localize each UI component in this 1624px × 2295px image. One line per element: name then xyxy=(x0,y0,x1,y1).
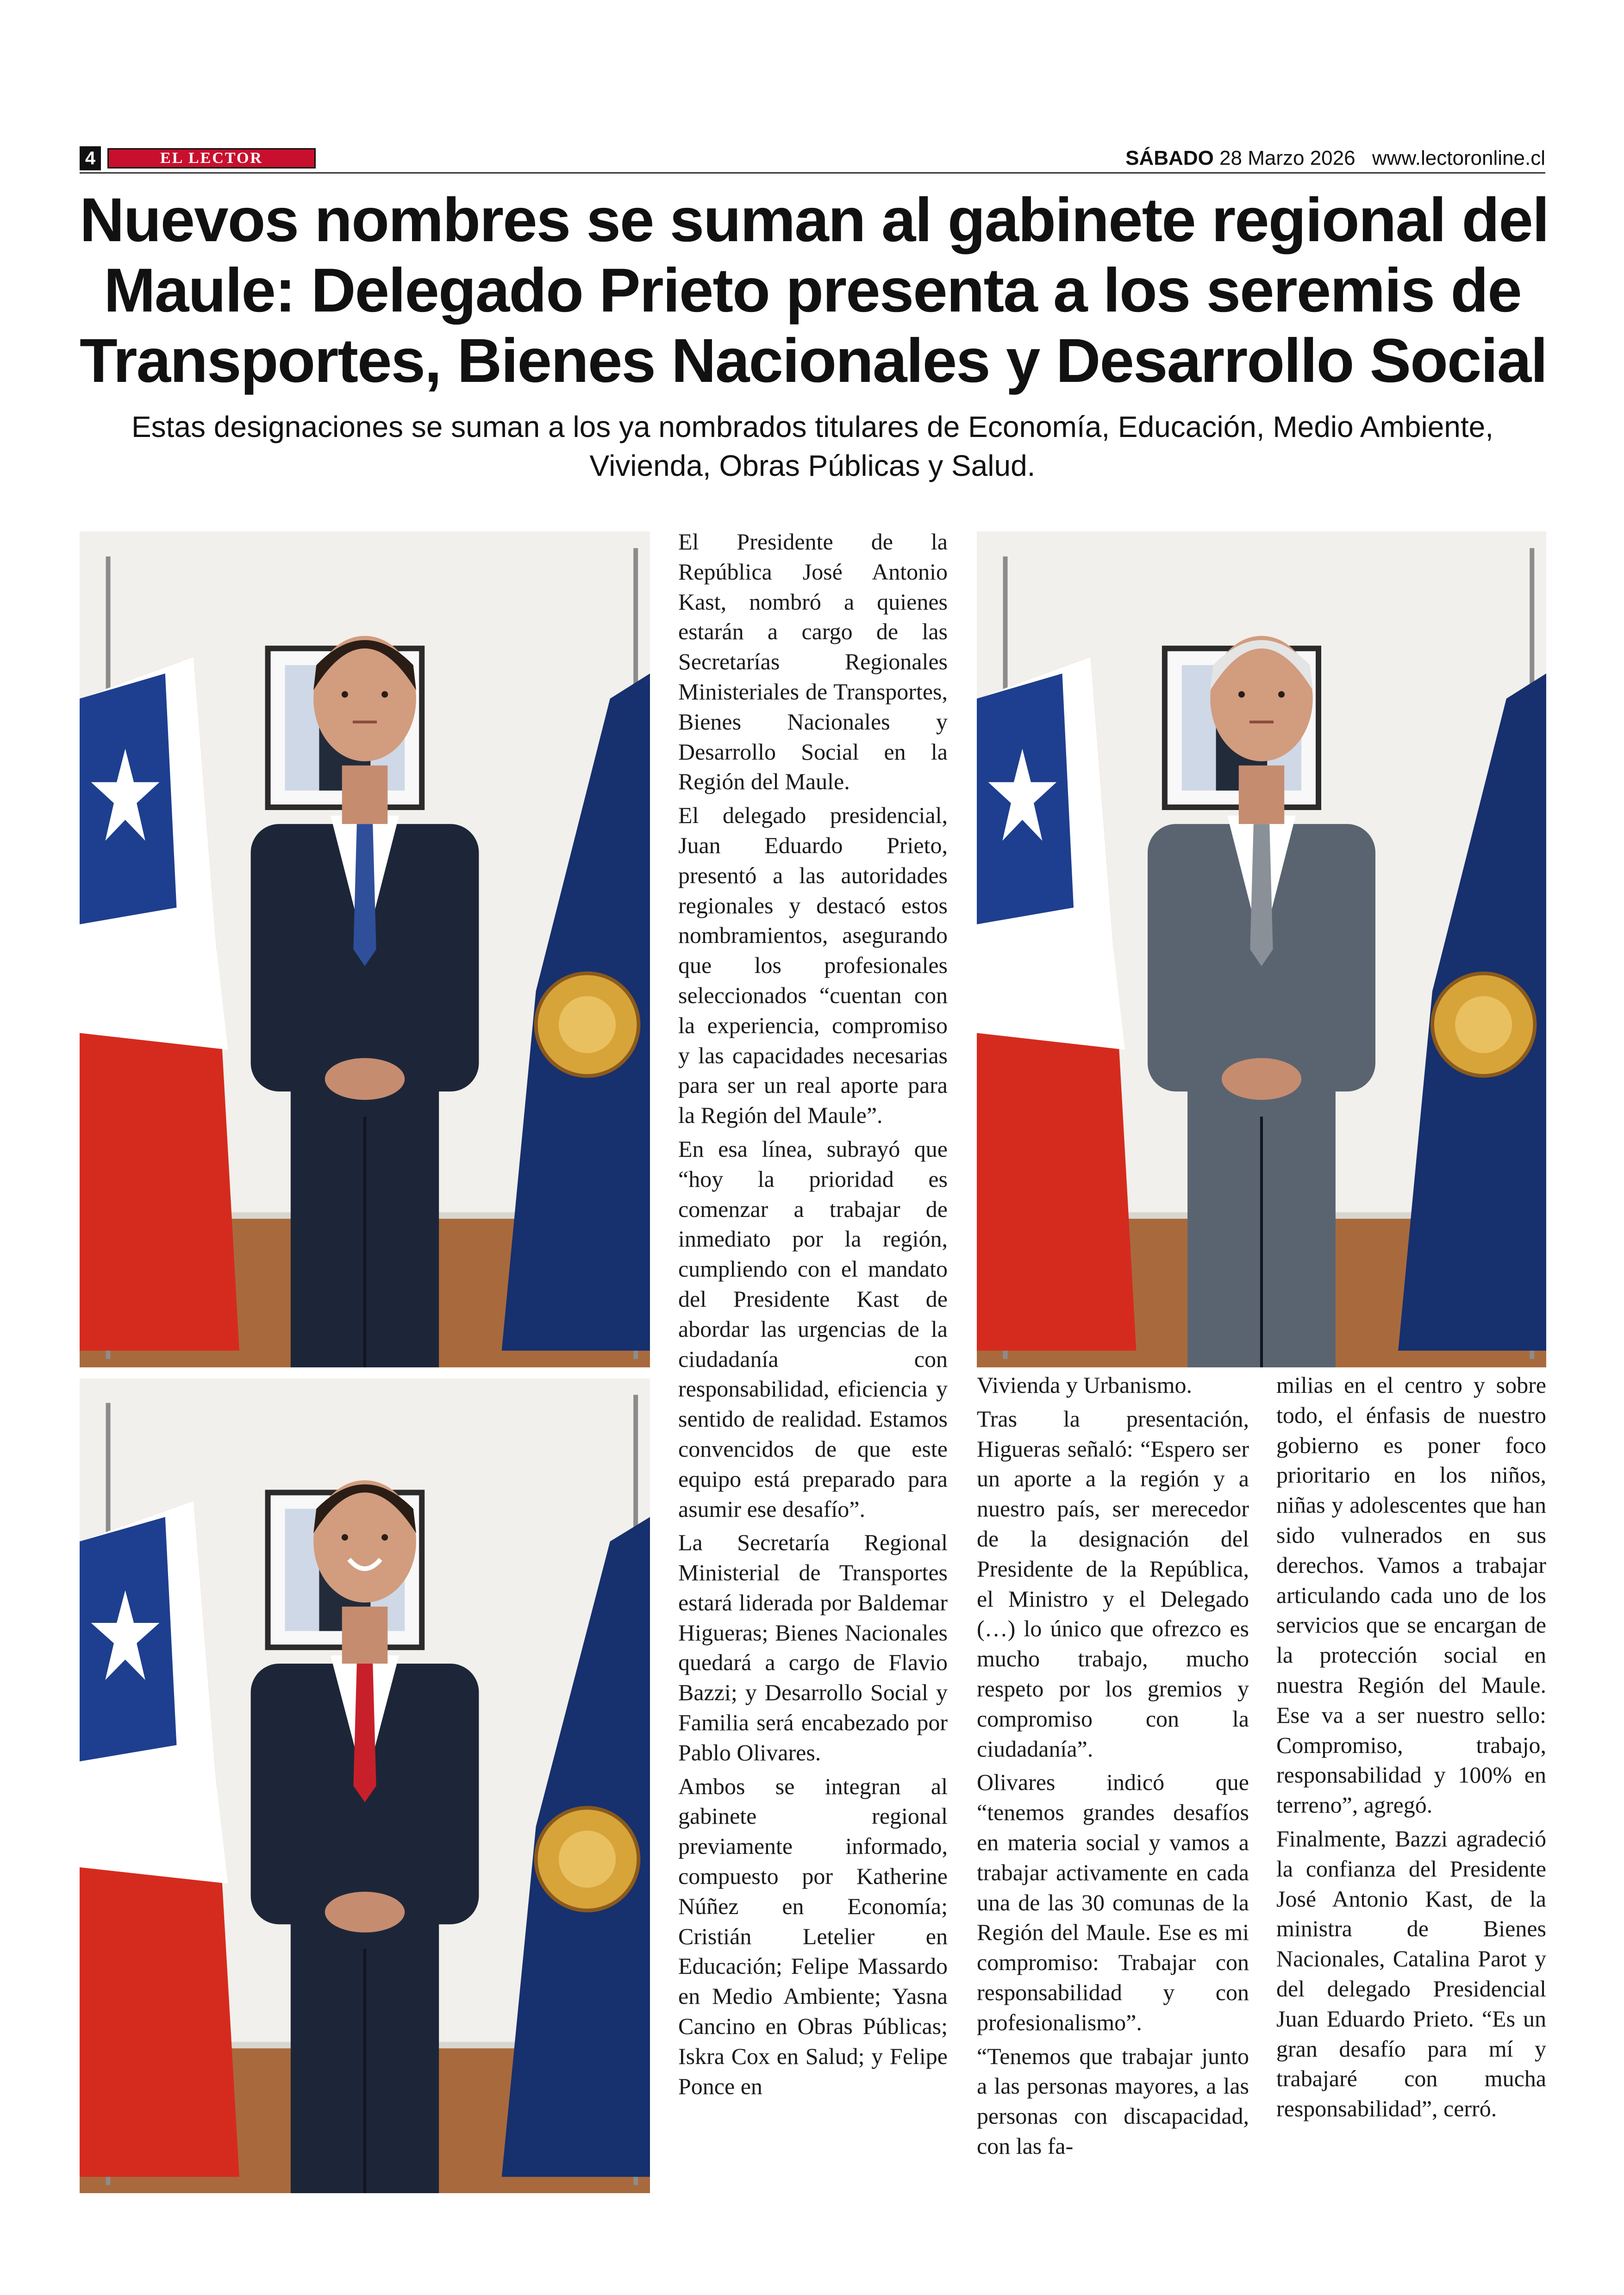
article-column-3 xyxy=(1276,1370,1546,2127)
article-paragraph: Finalmente, Bazzi agradeció la confianza del Presidente José Antonio Kast, de la ministra de Bienes Nacionales, Catalina Parot y del delegado Presidencial Juan Eduardo Prieto. “Es un gran desafío para mí y trabajaré con mucha responsabilidad”, cerró. xyxy=(1276,1825,1546,2122)
article-paragraph: La Secretaría Regional Ministerial de Transportes estará liderada por Baldemar Higueras; Bienes Nacionales quedará a cargo de Flavio Bazzi; y Desarrollo Social y Familia será encabezado por Pablo Olivares. xyxy=(678,1529,948,1765)
newspaper-logo: EL LECTOR xyxy=(107,148,316,168)
photo-seremi-grey-suit xyxy=(977,531,1546,1367)
article-paragraph: Ambos se integran al gabinete regional previamente informado, compuesto por Katherine Núñez en Economía; Cristián Letelier en Educación; Felipe Massardo en Medio Ambiente; Yasna Cancino en Obras Públicas; Iskra Cox en Salud; y Felipe Ponce en xyxy=(678,1773,948,2099)
article-subheadline: Estas designaciones se suman a los ya nombrados titulares de Economía, Educación, Medio Ambiente, Vivienda, Obras Públicas y Salud. xyxy=(131,410,1494,482)
article-column-2 xyxy=(977,1370,1249,2165)
header-rule xyxy=(80,172,1545,174)
dateline xyxy=(1125,145,1545,171)
headline-line: Transportes, Bienes Nacionales y Desarrollo Social xyxy=(80,326,1547,395)
photo-seremi-red-tie xyxy=(80,1378,650,2193)
headline-line: Nuevos nombres se suman al gabinete regional del xyxy=(80,186,1549,255)
article-paragraph: Olivares indicó que “tenemos grandes desafíos en materia social y vamos a trabajar activamente en cada una de las 30 comunas de la Región del Maule. Ese es mi compromiso: Trabajar con responsabilidad y con profesionalismo”. xyxy=(977,1769,1249,2035)
page-number: 4 xyxy=(80,146,101,170)
article-paragraph: El delegado presidencial, Juan Eduardo Prieto, presentó a las autoridades regionales y destacó estos nombramientos, asegurando que los profesionales seleccionados “cuentan con la experiencia, compromiso y las capacidades necesarias para ser un real aporte para la Región del Maule”. xyxy=(678,802,948,1129)
article-headline xyxy=(80,185,1549,396)
article-paragraph: En esa línea, subrayó que “hoy la prioridad es comenzar a trabajar de inmediato por la región, cumpliendo con el mandato del Presidente Kast de abordar las urgencias de la ciudadanía con responsabilidad, eficiencia y sentido de realidad. Estamos convencidos de que este equipo está preparado para asumir ese desafío”. xyxy=(678,1135,948,1522)
article-paragraph: Vivienda y Urbanismo. xyxy=(977,1372,1192,1398)
page-header xyxy=(80,144,1545,172)
dateline-date: 28 Marzo 2026 xyxy=(1219,147,1355,169)
headline-line: Maule: Delegado Prieto presenta a los seremis de xyxy=(104,256,1521,325)
article-paragraph: “Tenemos que trabajar junto a las personas mayores, a las personas con discapacidad, con las fa- xyxy=(977,2043,1249,2159)
article-paragraph: Tras la presentación, Higueras señaló: “Espero ser un aporte a la región y a nuestro país, ser merecedor de la designación del Presidente de la República, el Ministro y el Delegado (…) lo único que ofrezco es mucho trabajo, mucho respeto por los gremios y compromiso con la ciudadanía”. xyxy=(977,1405,1249,1762)
website-link[interactable]: www.lectoronline.cl xyxy=(1372,147,1545,169)
article-paragraph: El Presidente de la República José Antonio Kast, nombró a quienes estarán a cargo de las Secretarías Regionales Ministeriales de Transportes, Bienes Nacionales y Desarrollo Social en la Región del Maule. xyxy=(678,529,948,795)
article-paragraph: milias en el centro y sobre todo, el énfasis de nuestro gobierno es poner foco prioritario en los niños, niñas y adolescentes que han sido vulnerados en sus derechos. Vamos a trabajar articulando cada uno de los servicios que se encargan de la protección social en nuestra Región del Maule. Ese va a ser nuestro sello: Compromiso, trabajo, responsabilidad y 100% en terreno”, agregó. xyxy=(1276,1372,1546,1818)
dateline-day: SÁBADO xyxy=(1125,147,1214,169)
article-column-1 xyxy=(678,527,948,2105)
photo-seremi-navy-suit xyxy=(80,531,650,1367)
